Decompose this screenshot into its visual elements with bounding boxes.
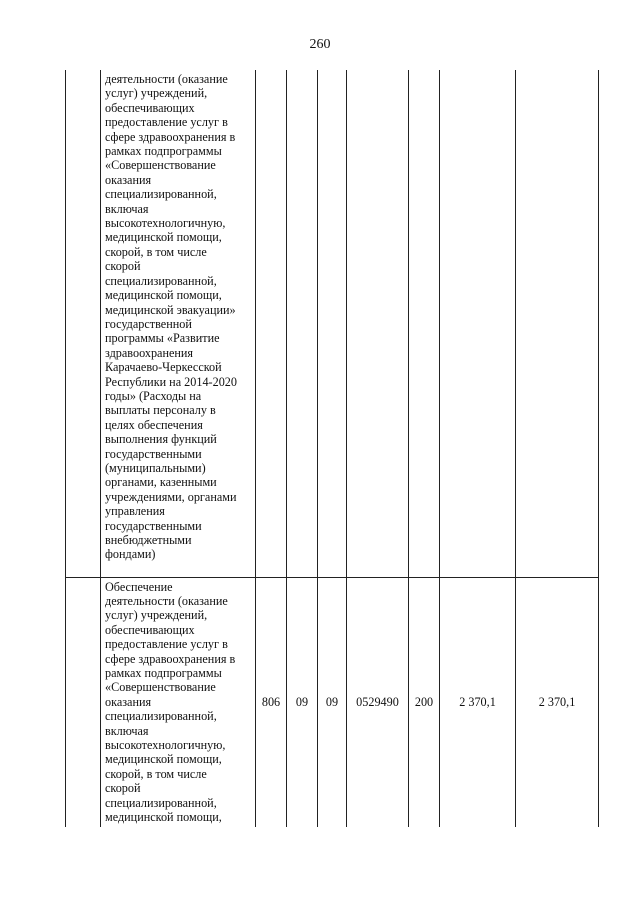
table-row — [66, 70, 599, 577]
item-name-cell — [101, 70, 256, 577]
page-number: 260 — [309, 37, 331, 52]
row-number-cell — [66, 577, 101, 827]
amount-cell-2: 2 370,1 — [516, 577, 599, 827]
item-name: деятельности (оказание услуг) учреждений, обеспечивающих предоставление услуг в сфере здравоохранения в рамках подпрограммы «Совершенствование оказания специализированной, включая высокотехнологичную, медицинской помощи, скорой, в том числе скорой специализированной, медицинской помощи, медицинской эвакуации» государственной программы «Развитие здравоохранения Карачаево-Черкесской Республики на 2014-2020 годы» (Расходы на выплаты персоналу в целях обеспечения выполнения функций государственными (муниципальными) органами, казенными учреждениями, органами управления государственными внебюджетными фондами) — [105, 72, 237, 562]
budget-table — [65, 70, 599, 827]
row-number-cell — [66, 70, 101, 577]
target-item-cell — [347, 70, 409, 577]
subsection-code-cell: 09 — [318, 577, 347, 827]
ministry-code-cell: 806 — [256, 577, 287, 827]
budget-table-container — [65, 70, 599, 827]
target-item-cell: 0529490 — [347, 577, 409, 827]
subsection-code-cell — [318, 70, 347, 577]
expense-type-cell: 200 — [409, 577, 440, 827]
item-name-cell — [101, 577, 256, 827]
ministry-code-cell — [256, 70, 287, 577]
item-name: Обеспечение деятельности (оказание услуг) учреждений, обеспечивающих предоставление услуг в сфере здравоохранения в рамках подпрограммы «Совершенствование оказания специализированной, включая высокотехнологичную, медицинской помощи, скорой, в том числе скорой специализированной, медицинской помощи, — [105, 579, 236, 824]
section-code-cell — [287, 70, 318, 577]
table-row — [66, 577, 599, 827]
amount-cell-2 — [516, 70, 599, 577]
section-code-cell: 09 — [287, 577, 318, 827]
amount-cell-1: 2 370,1 — [440, 577, 516, 827]
amount-cell-1 — [440, 70, 516, 577]
expense-type-cell — [409, 70, 440, 577]
